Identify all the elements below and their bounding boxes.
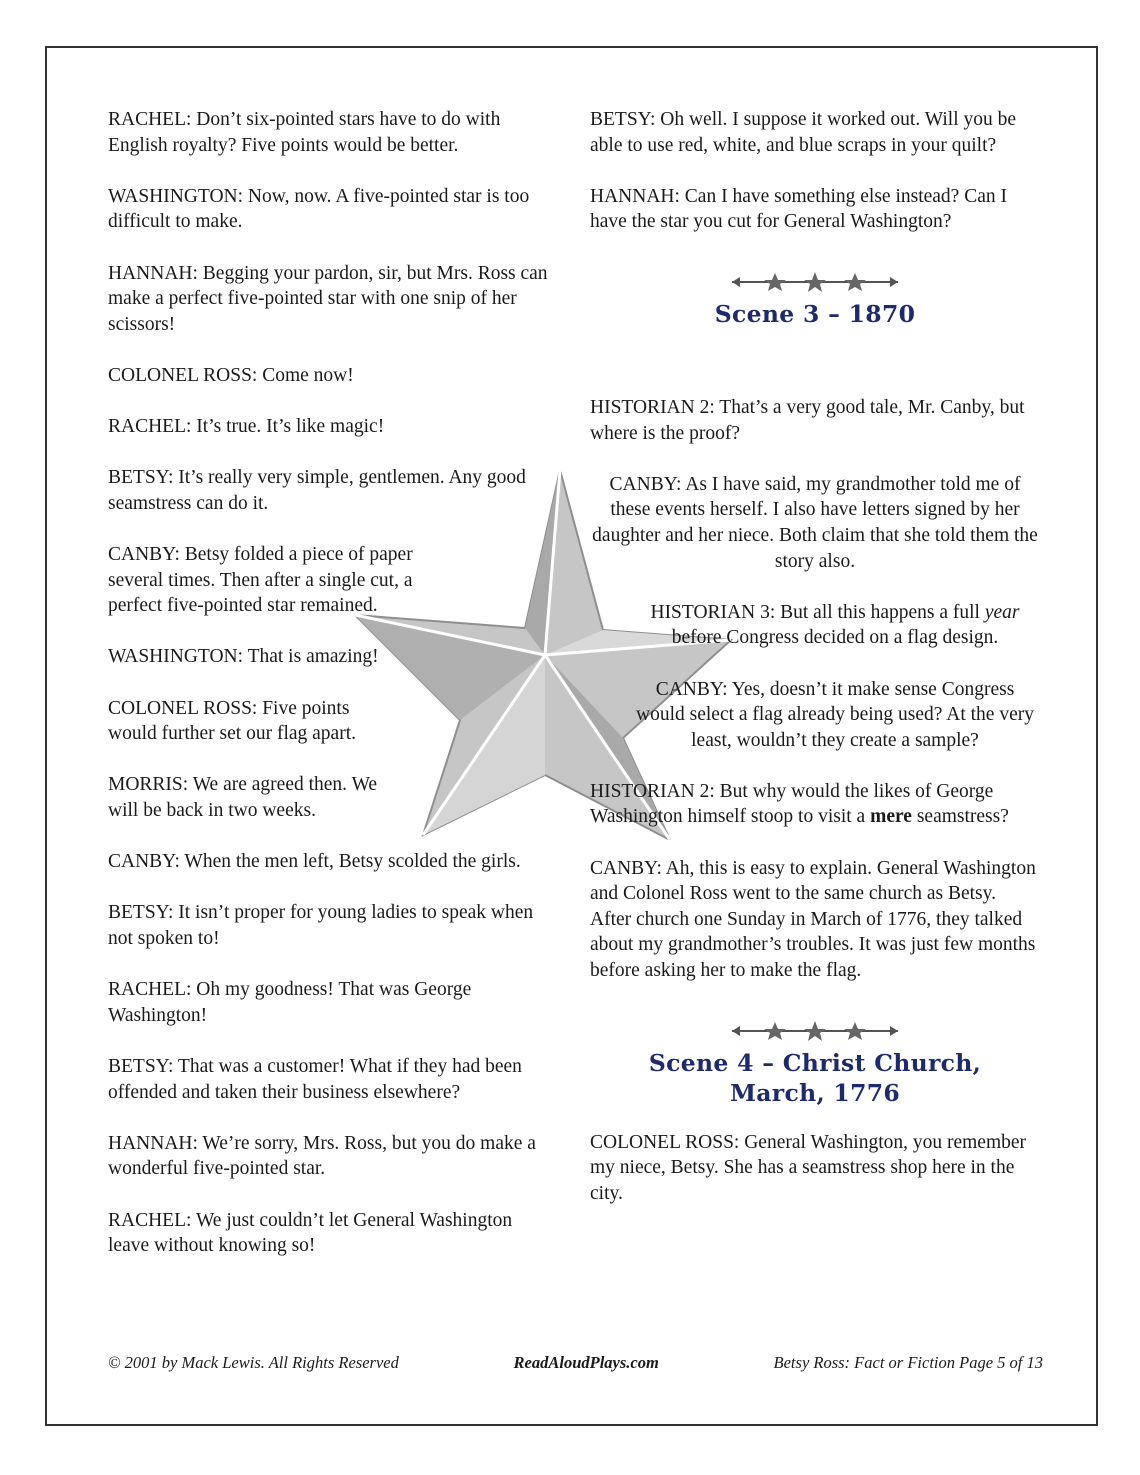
dialogue-line: COLONEL ROSS: Five points would further set our flag apart.	[108, 697, 356, 745]
emphasis-text: year	[984, 601, 1020, 623]
dialogue-text: HISTORIAN 3: But all this happens a full	[650, 601, 985, 623]
dialogue-line: BETSY: It’s really very simple, gentlemen. Any good seamstress can do it.	[108, 467, 526, 514]
dialogue-line: RACHEL: Oh my goodness! That was George Washington!	[108, 979, 472, 1026]
scene-heading: Scene 3 – 1870	[714, 299, 916, 328]
dialogue-line: CANBY: Ah, this is easy to explain. General Washington and Colonel Ross went to the same church as Betsy. After church one Sunday in March of 1776, they talked about my grandmother’s troubles. It was just few months before asking her to make the flag.	[590, 857, 1036, 982]
dialogue-line: BETSY: Oh well. I suppose it worked out. Will you be able to use red, white, and blue scraps in your quilt?	[590, 109, 1017, 156]
dialogue-line: COLONEL ROSS: General Washington, you remember my niece, Betsy. She has a seamstress shop here in the city.	[590, 1131, 1027, 1204]
dialogue-line: HANNAH: We’re sorry, Mrs. Ross, but you do make a wonderful five-pointed star.	[108, 1132, 536, 1180]
ornament-divider-icon	[730, 271, 900, 293]
dialogue-line: CANBY: When the men left, Betsy scolded the girls.	[108, 851, 521, 873]
left-column	[108, 107, 558, 1284]
dialogue-line: WASHINGTON: That is amazing!	[108, 646, 379, 668]
website-text: ReadAloudPlays.com	[513, 1353, 659, 1372]
dialogue-line: COLONEL ROSS: Come now!	[108, 364, 354, 386]
dialogue-line: RACHEL: Don’t six-pointed stars have to do with English royalty? Five points would be better.	[108, 109, 501, 156]
dialogue-text: HISTORIAN 2: But why would the likes of George Washington himself stoop to visit a	[590, 780, 994, 828]
dialogue-text: seamstress?	[911, 806, 1009, 828]
page-footer	[108, 1353, 1043, 1373]
copyright-text: © 2001 by Mack Lewis. All Rights Reserved	[108, 1353, 399, 1372]
dialogue-line: CANBY: Yes, doesn’t it make sense Congress would select a flag already being used? At the very least, wouldn’t they create a sample?	[636, 678, 1034, 751]
right-column	[590, 107, 1040, 1232]
dialogue-line: MORRIS: We are agreed then. We will be back in two weeks.	[108, 774, 378, 822]
dialogue-line: HANNAH: Begging your pardon, sir, but Mrs. Ross can make a perfect five-pointed star with one snip of her scissors!	[108, 262, 548, 335]
dialogue-line	[590, 779, 1040, 830]
dialogue-line: CANBY: Betsy folded a piece of paper several times. Then after a single cut, a perfect five-pointed star remained.	[108, 544, 413, 617]
dialogue-line: CANBY: As I have said, my grandmother told me of these events herself. I also have letters signed by her daughter and her niece. Both claim that she told them the story also.	[592, 473, 1038, 572]
dialogue-line: WASHINGTON: Now, now. A five-pointed star is too difficult to make.	[108, 185, 530, 233]
dialogue-line: HISTORIAN 2: That’s a very good tale, Mr. Canby, but where is the proof?	[590, 396, 1025, 444]
dialogue-line: BETSY: That was a customer! What if they had been offended and taken their business elsewhere?	[108, 1055, 522, 1103]
dialogue-line: HANNAH: Can I have something else instead? Can I have the star you cut for General Washington?	[590, 185, 1007, 233]
dialogue-line: RACHEL: It’s true. It’s like magic!	[108, 416, 385, 438]
dialogue-line: BETSY: It isn’t proper for young ladies to speak when not spoken to!	[108, 902, 534, 949]
dialogue-line	[590, 600, 1040, 651]
ornament-divider-icon	[730, 1020, 900, 1042]
page-number-text: Betsy Ross: Fact or Fiction Page 5 of 13	[773, 1353, 1043, 1372]
dialogue-line: RACHEL: We just couldn’t let General Washington leave without knowing so!	[108, 1209, 513, 1257]
scene-heading: Scene 4 – Christ Church, March, 1776	[648, 1048, 982, 1107]
bold-text: mere	[870, 806, 912, 828]
dialogue-text: before Congress decided on a flag design.	[671, 627, 999, 649]
